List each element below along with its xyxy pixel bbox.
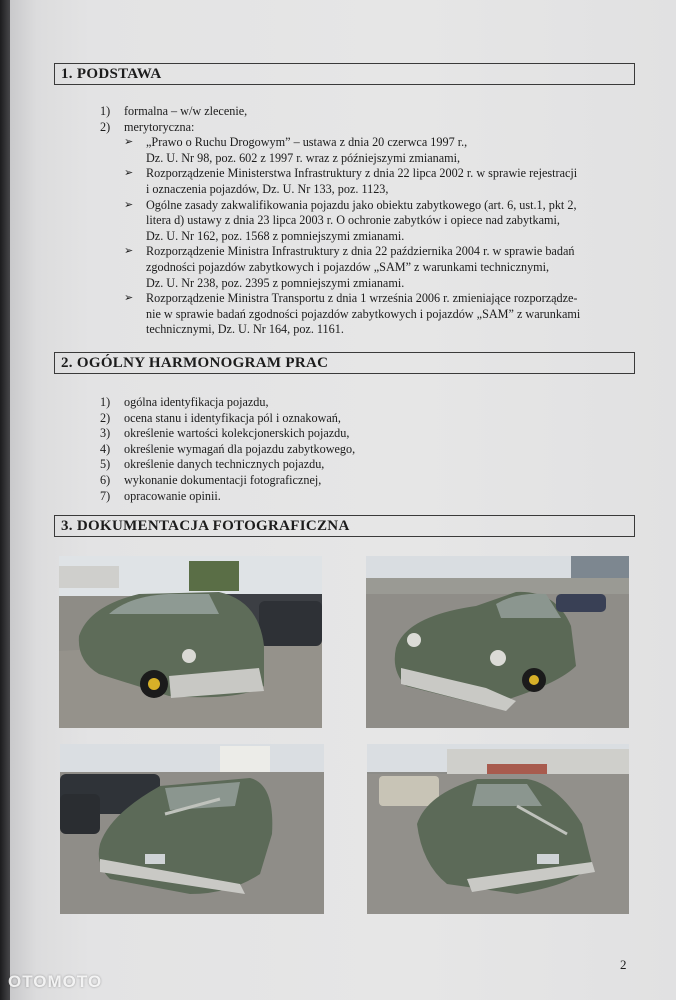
list-number: 3) [100, 426, 111, 441]
page-number: 2 [620, 957, 627, 972]
list-number: 4) [100, 441, 111, 456]
list-item [100, 411, 600, 427]
list-item [100, 473, 600, 489]
sub-item-line: Ogólne zasady zakwalifikowania pojazdu jako obiektu zabytkowego (art. 6, ust.1, pkt 2, [146, 197, 577, 212]
sub-item-line: Rozporządzenie Ministra Infrastruktury z dnia 22 października 2004 r. w sprawie badań [146, 244, 575, 259]
sub-item-line: zgodności pojazdów zabytkowych i pojazdów „SAM” z warunkami technicznymi, [146, 259, 550, 274]
sub-item-line: Rozporządzenie Ministerstwa Infrastruktury z dnia 22 lipca 2002 r. w sprawie rejestracji [146, 166, 578, 181]
list-text: merytoryczna: [124, 119, 195, 134]
sub-item-line: technicznymi, Dz. U. Nr 164, poz. 1161. [146, 322, 344, 337]
list-item [100, 457, 600, 473]
list-number: 1) [100, 104, 111, 118]
list-text: wykonanie dokumentacji fotograficznej, [124, 472, 322, 487]
list-number: 2) [100, 410, 111, 425]
list-item [100, 104, 640, 120]
list-text: określenie danych technicznych pojazdu, [124, 457, 325, 472]
arrow-bullet-icon: ➢ [124, 136, 134, 149]
sub-item-line: i oznaczenia pojazdów, Dz. U. Nr 133, poz. 1123, [146, 181, 389, 196]
list-number: 7) [100, 488, 111, 503]
car-photo-rear-left [60, 744, 324, 914]
arrow-bullet-icon: ➢ [124, 292, 134, 305]
list-number: 1) [100, 395, 111, 409]
list-number: 2) [100, 119, 111, 134]
arrow-bullet-icon: ➢ [124, 198, 134, 211]
sub-list-item [124, 135, 640, 166]
section-3-heading: 3. DOKUMENTACJA FOTOGRAFICZNA [54, 515, 635, 537]
arrow-bullet-icon: ➢ [124, 167, 134, 180]
list-item [100, 395, 600, 411]
sub-item-line: Dz. U. Nr 162, poz. 1568 z pomniejszymi zmianami. [146, 228, 405, 243]
sub-item-line: nie w sprawie badań zgodności pojazdów zabytkowych i pojazdów „SAM” z warunkami [146, 306, 581, 321]
otomoto-watermark: OTOMOTO [8, 972, 103, 991]
arrow-bullet-icon: ➢ [124, 245, 134, 258]
sub-list-item [124, 166, 640, 197]
car-photo-rear-right [367, 744, 629, 914]
sub-item-line: litera d) ustawy z dnia 23 lipca 2003 r. O ochronie zabytków i opiece nad zabytkami, [146, 213, 560, 228]
sub-item-line: „Prawo o Ruchu Drogowym” – ustawa z dnia 20 czerwca 1997 r., [146, 135, 468, 150]
sub-item-line: Rozporządzenie Ministra Transportu z dnia 1 września 2006 r. zmieniające rozporządze- [146, 291, 578, 306]
list-number: 5) [100, 457, 111, 472]
sub-list [124, 135, 640, 338]
sub-list-item [124, 291, 640, 338]
list-item [100, 426, 600, 442]
list-text: opracowanie opinii. [124, 488, 221, 503]
section-2-heading: 2. OGÓLNY HARMONOGRAM PRAC [54, 352, 635, 374]
list-text: ocena stanu i identyfikacja pól i oznakowań, [124, 410, 341, 425]
list-item [100, 489, 600, 505]
list-text: formalna – w/w zlecenie, [124, 104, 248, 118]
list-text: ogólna identyfikacja pojazdu, [124, 395, 269, 409]
car-photo-front-left [59, 556, 322, 728]
list-item [100, 120, 640, 136]
section-1-list [100, 104, 640, 338]
sub-list-item [124, 244, 640, 291]
list-number: 6) [100, 472, 111, 487]
list-text: określenie wartości kolekcjonerskich pojazdu, [124, 426, 350, 441]
car-photo-front-right [366, 556, 629, 728]
sub-item-line: Dz. U. Nr 238, poz. 2395 z pomniejszymi zmianami. [146, 275, 405, 290]
sub-list-item [124, 198, 640, 245]
list-item [100, 442, 600, 458]
list-text: określenie wymagań dla pojazdu zabytkowego, [124, 441, 356, 456]
section-2-list [100, 395, 600, 504]
sub-item-line: Dz. U. Nr 98, poz. 602 z 1997 r. wraz z późniejszymi zmianami, [146, 150, 461, 165]
section-1-heading: 1. PODSTAWA [54, 63, 635, 85]
